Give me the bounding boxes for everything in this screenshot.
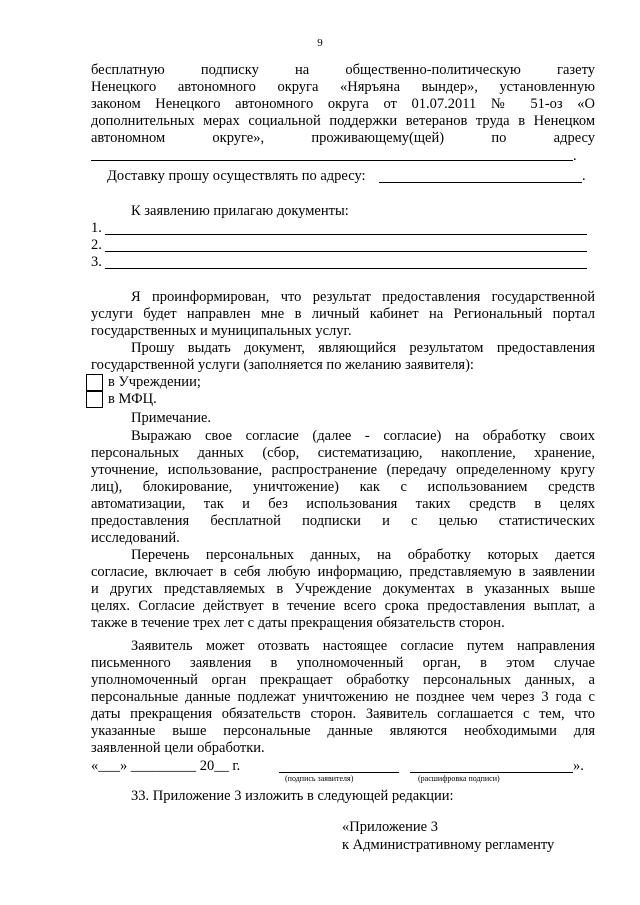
attach-item-number: 3. — [91, 254, 102, 270]
item-33: 33. Приложение 3 изложить в следующей редакции: — [131, 788, 454, 804]
attach-underline — [105, 234, 587, 235]
paragraph-line: уполномоченный орган прекращает обработку персональных данных, а — [91, 672, 595, 688]
date-line: «___» _________ 20__ г. — [91, 758, 241, 774]
paragraph-line: государственной услуги (заполняется по желанию заявителя): — [91, 357, 474, 373]
paragraph-line: заявленной цели обработки. — [91, 740, 265, 756]
decode-caption: (расшифровка подписи) — [418, 774, 500, 783]
paragraph-line: согласие, включает в себя любую информацию, представляемую в заявлении — [91, 564, 595, 580]
signature-underline — [279, 772, 399, 773]
paragraph-line: Перечень персональных данных, на обработку которых дается — [131, 547, 595, 563]
paragraph-line: дополнительных мерах социальной поддержки ветеранов труда в Ненецком — [91, 113, 595, 129]
paragraph-line: персональные данные подлежат уничтожению не позднее чем через 3 года с — [91, 689, 595, 705]
option-institution-label: в Учреждении; — [108, 374, 201, 390]
attach-item-number: 2. — [91, 237, 102, 253]
paragraph-line: даты прекращения обязательств сторон. Заявитель соглашается с тем, что — [91, 706, 595, 722]
signature-caption: (подпись заявителя) — [285, 774, 354, 783]
paragraph-line: Ненецкого автономного округа «Няръяна вындер», установленную — [91, 79, 595, 95]
paragraph-line: государственных и муниципальных услуг. — [91, 323, 352, 339]
paragraph-line: и других представляемых в Учреждение документах в указанных выше — [91, 581, 595, 597]
checkbox-institution[interactable] — [86, 374, 103, 391]
address-underline — [91, 160, 573, 161]
paragraph-line: исследований. — [91, 530, 180, 546]
paragraph-line: персональных данных (сбор, систематизацию, накопление, хранение, — [91, 445, 595, 461]
paragraph-line: письменного заявления в уполномоченный орган, в этом случае — [91, 655, 595, 671]
attach-label: К заявлению прилагаю документы: — [131, 203, 349, 219]
paragraph-line: целях. Согласие действует в течение всего срока предоставления выплат, а — [91, 598, 595, 614]
paragraph-line: Выражаю свое согласие (далее - согласие) на обработку своих — [131, 428, 595, 444]
paragraph-line: также в течение трех лет с даты прекращения обязательств сторон. — [91, 615, 505, 631]
appendix-title: «Приложение 3 — [342, 819, 438, 835]
sign-close: ». — [573, 758, 584, 774]
paragraph-line: Прошу выдать документ, являющийся результатом предоставления — [131, 340, 595, 356]
page-number: 9 — [317, 37, 323, 49]
option-mfc-label: в МФЦ. — [108, 391, 157, 407]
paragraph-line: Заявитель может отозвать настоящее согласие путем направления — [131, 638, 595, 654]
paragraph-line: услуги будет направлен мне в личный кабинет на Региональный портал — [91, 306, 595, 322]
attach-underline — [105, 251, 587, 252]
paragraph-line: уточнение, использование, распространение (передачу определенному кругу — [91, 462, 595, 478]
paragraph-line: законом Ненецкого автономного округа от 01.07.2011 № 51-оз «О — [91, 96, 595, 112]
note-label: Примечание. — [131, 410, 212, 426]
appendix-subtitle: к Административному регламенту — [342, 837, 555, 853]
paragraph-line: Я проинформирован, что результат предоставления государственной — [131, 289, 595, 305]
paragraph-line: лиц), блокирование, уничтожение) как с использованием средств — [91, 479, 595, 495]
paragraph-line: бесплатную подписку на общественно-политическую газету — [91, 62, 595, 78]
paragraph-line: автономном округе», проживающему(щей) по адресу — [91, 130, 595, 146]
paragraph-line: предоставления бесплатной подписки и с целью статистических — [91, 513, 595, 529]
delivery-label: Доставку прошу осуществлять по адресу: — [107, 168, 366, 184]
attach-underline — [105, 268, 587, 269]
attach-item-number: 1. — [91, 220, 102, 236]
paragraph-line: указанные выше персональные данные являются необходимыми для — [91, 723, 595, 739]
decode-underline — [410, 772, 573, 773]
paragraph-line: автоматизации, так и без использования таких средств в целях — [91, 496, 595, 512]
checkbox-mfc[interactable] — [86, 391, 103, 408]
delivery-underline — [379, 182, 582, 183]
